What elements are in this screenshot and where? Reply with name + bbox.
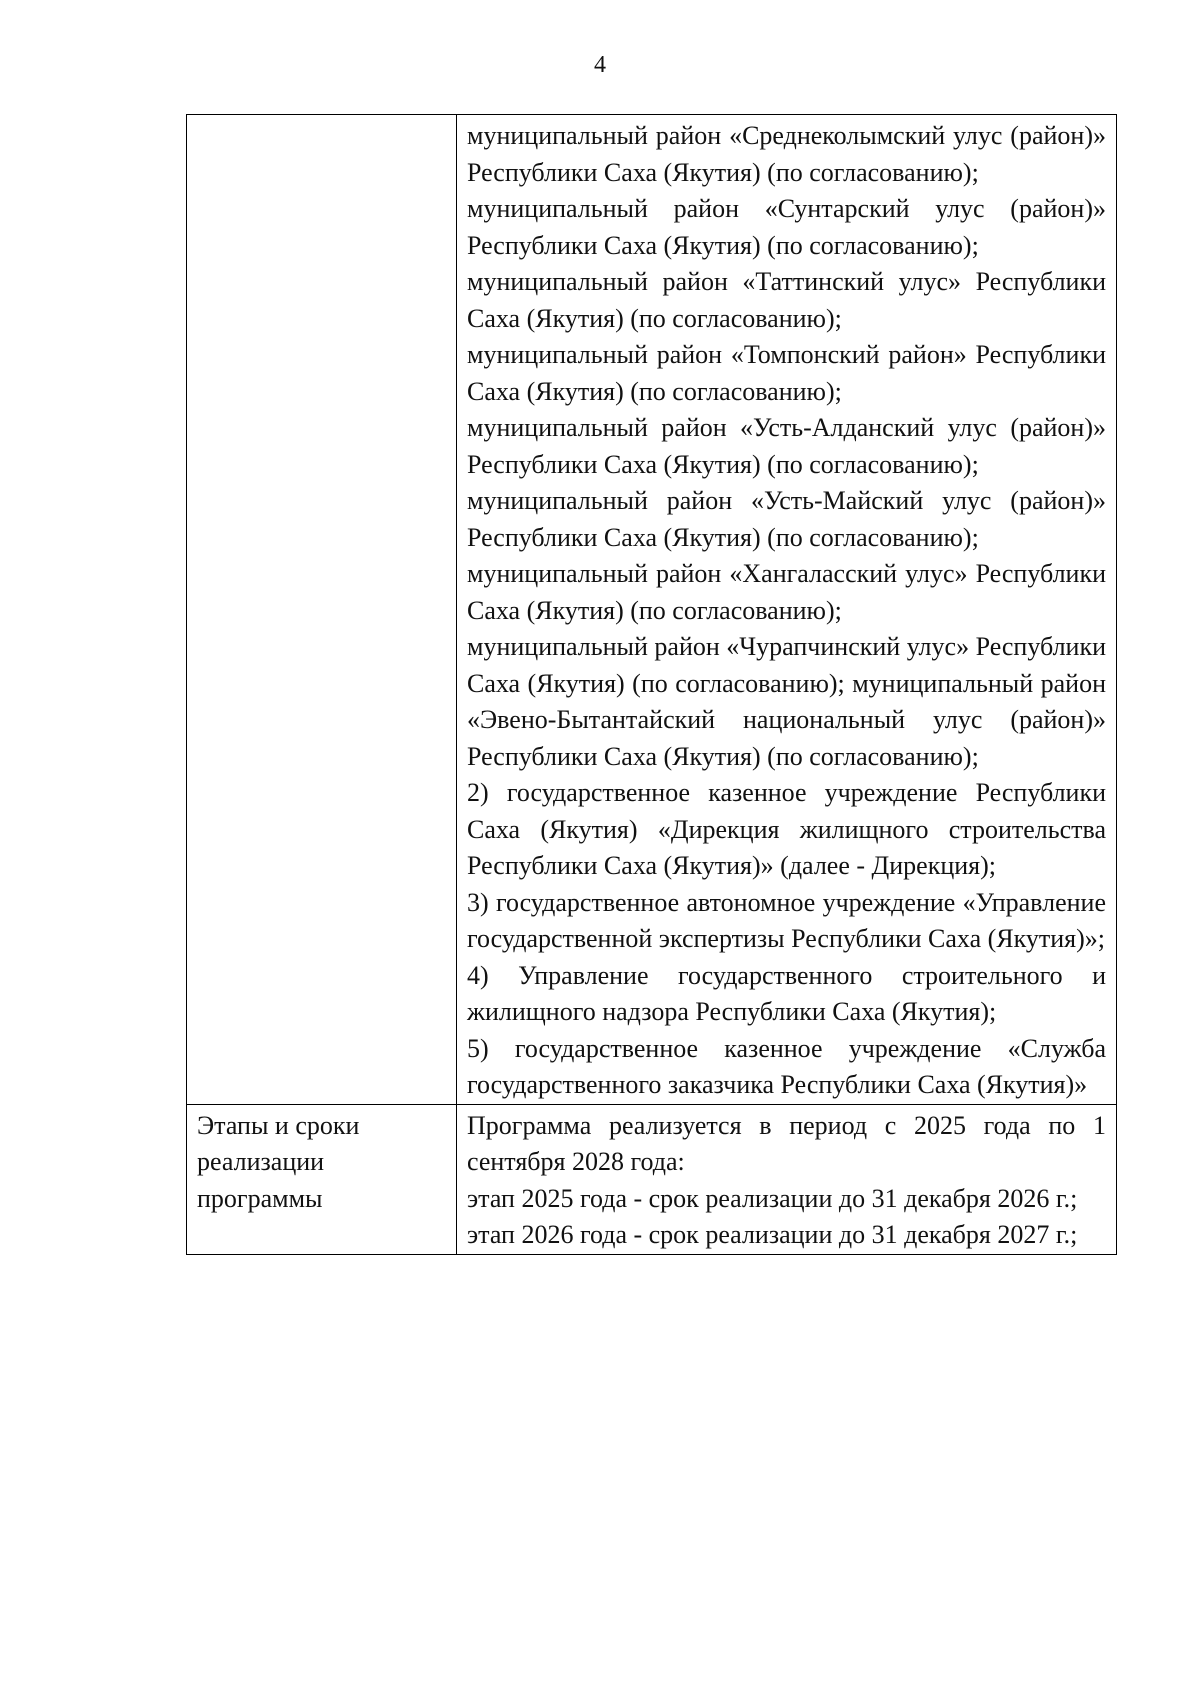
stage-item: этап 2025 года - срок реализации до 31 декабря 2026 г.; (467, 1183, 1078, 1213)
participant-item: муниципальный район «Чурапчинский улус» Республики Саха (Якутия) (по согласованию); муниципальный район «Эвено-Бытантайский национальный улус (район)» Республики Саха (Якутия) (по согласованию); (467, 632, 1107, 771)
participant-item: 2) государственное казенное учреждение Республики Саха (Якутия) «Дирекция жилищного строительства Республики Саха (Якутия)» (далее - Дирекция); (467, 778, 1106, 880)
participant-item: 3) государственное автономное учреждение «Управление государственной экспертизы Республики Саха (Якутия)»; (467, 887, 1106, 953)
participant-item: муниципальный район «Таттинский улус» Республики Саха (Якутия) (по согласованию); (467, 267, 1106, 333)
participant-item: муниципальный район «Усть-Алданский улус (район)» Республики Саха (Якутия) (по согласованию); (467, 413, 1106, 479)
stage-item: Программа реализуется в период с 2025 года по 1 сентября 2028 года: (467, 1110, 1106, 1176)
stage-item: этап 2026 года - срок реализации до 31 декабря 2027 г.; (467, 1220, 1078, 1249)
participant-item: 4) Управление государственного строительного и жилищного надзора Республики Саха (Якутия); (467, 960, 1106, 1026)
row-label-cell: Этапы и сроки реализации программы (187, 1104, 457, 1254)
table-row (187, 1104, 1117, 1254)
participant-item: муниципальный район «Сунтарский улус (район)» Республики Саха (Якутия) (по согласованию); (467, 194, 1106, 260)
passport-table (186, 114, 1117, 1255)
table-row (187, 115, 1117, 1105)
row-content-cell (457, 1104, 1117, 1254)
page-number: 4 (594, 52, 606, 78)
participant-item: 5) государственное казенное учреждение «Служба государственного заказчика Республики Саха (Якутия)» (467, 1033, 1106, 1099)
row-label-cell (187, 115, 457, 1105)
participant-item: муниципальный район «Усть-Майский улус (район)» Республики Саха (Якутия) (по согласованию); (467, 486, 1106, 552)
row-content-cell (457, 115, 1117, 1105)
participant-item: муниципальный район «Среднеколымский улус (район)» Республики Саха (Якутия) (по согласованию); (467, 121, 1106, 187)
participant-item: муниципальный район «Томпонский район» Республики Саха (Якутия) (по согласованию); (467, 340, 1106, 406)
participant-item: муниципальный район «Хангаласский улус» Республики Саха (Якутия) (по согласованию); (467, 559, 1106, 625)
